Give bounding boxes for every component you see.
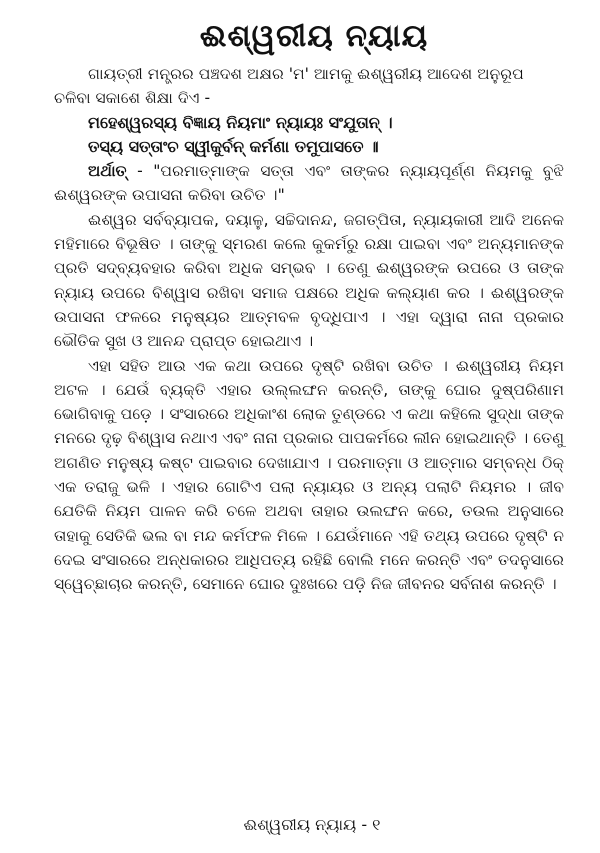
intro-line: ଚଳିବା ସକାଶେ ଶିକ୍ଷା ଦିଏ - bbox=[54, 89, 211, 108]
verse-line: ତସ୍ୟ ସତ୍ତାଂଚ ସ୍ୱୀକୁର୍ବନ୍ କର୍ମଣା ତମୁପାସତେ ॥ bbox=[88, 136, 379, 156]
verse-line: ମହେଶ୍ୱରସ୍ୟ ବିଜ୍ଞାୟ ନିୟମାଂ ନ୍ୟାୟଃ ସଂଯୁତାନ୍ । bbox=[88, 112, 393, 132]
body-paragraph: ଏହା ସହିତ ଆଉ ଏକ କଥା ଉପରେ ଦୃଷ୍ଟି ରଖିବା ଉଚିତ । ଈଶ୍ୱରୀୟ ନିୟମ ଅଟଳ । ଯେଉଁ ବ୍ୟକ୍ତି ଏହାର ଉଲ୍ଲଙ୍ଘନ କରନ୍ତି, ତାଙ୍କୁ ଘୋର ଦୁଷ୍ପରିଣାମ ଭୋଗିବାକୁ ପଡ଼େ । ସଂସାରରେ ଅଧିକାଂଶ ଲୋକ ତୁଣ୍ଡରେ ଏ କଥା କହିଲେ ସୁଦ୍ଧା ତାଙ୍କ ମନରେ ଦୃଢ଼ ବିଶ୍ୱାସ ନଥାଏ ଏବଂ ନାନା ପ୍ରକାର ପାପକର୍ମରେ ଲୀନ ହୋଇଥାନ୍ତି । ତେଣୁ ଅଗଣିତ ମନୁଷ୍ୟ କଷ୍ଟ ପାଇବାର ଦେଖାଯାଏ । ପରମାତ୍ମା ଓ ଆତ୍ମାର ସମ୍ବନ୍ଧ ଠିକ୍ ଏକ ତରାଜୁ ଭଳି । ଏହାର ଗୋଟିଏ ପଲା ନ୍ୟାୟର ଓ ଅନ୍ୟ ପଲାଟି ନିୟମର । ଜୀବ ଯେତିକି ନିୟମ ପାଳନ କରି ଚଳେ ଅଥବା ତାହାର ଉଲଙ୍ଘନ କରେ, ତଉଲ ଅନୁସାରେ ତାହାକୁ ସେତିକି ଭଲ ବା ମନ୍ଦ କର୍ମଫଳ ମିଳେ । ଯେଉଁମାନେ ଏହି ତଥ୍ୟ ଉପରେ ଦୃଷ୍ଟି ନ ଦେଇ ସଂସାରରେ ଅନ୍ଧକାରର ଆଧିପତ୍ୟ ରହିଛି ବୋଲି ମନେ କରନ୍ତି ଏବଂ ତଦନୁସାରେ ସ୍ୱେଚ୍ଛାଚାର କରନ୍ତି, ସେମାନେ ଘୋର ଦୁଃଖରେ ପଡ଼ି ନିଜ ଜୀବନର ସର୍ବନାଶ କରନ୍ତି । bbox=[54, 356, 564, 594]
body-paragraph: ଈଶ୍ୱର ସର୍ବବ୍ୟାପକ, ଦୟାଳୁ, ସଚ୍ଚିଦାନନ୍ଦ, ଜଗତ୍‌ପିତା, ନ୍ୟାୟକାରୀ ଆଦି ଅନେକ ମହିମାରେ ବିଭୂଷିତ । ତାଙ୍କୁ ସ୍ମରଣ କଲେ କୁକର୍ମରୁ ରକ୍ଷା ପାଇବା ଏବଂ ଅନ୍ୟମାନଙ୍କ ପ୍ରତି ସଦ୍‌ବ୍ୟବହାର କରିବା ଅଧିକ ସମ୍ଭବ । ତେଣୁ ଈଶ୍ୱରଙ୍କ ଉପରେ ଓ ତାଙ୍କ ନ୍ୟାୟ ଉପରେ ବିଶ୍ୱାସ ରଖିବା ସମାଜ ପକ୍ଷରେ ଅଧିକ କଲ୍ୟାଣ କର । ଈଶ୍ୱରଙ୍କ ଉପାସନା ଫଳରେ ମନୁଷ୍ୟର ଆତ୍ମବଳ ବୃଦ୍ଧିପାଏ । ଏହା ଦ୍ୱାରା ନାନା ପ୍ରକାର ଭୌତିକ ସୁଖ ଓ ଆନନ୍ଦ ପ୍ରାପ୍ତ ହୋଇଥାଏ । bbox=[54, 210, 564, 351]
meaning-text: - "ପରମାତ୍ମାଙ୍କ ସତ୍ତା ଏବଂ ତାଙ୍କର ନ୍ୟାୟପୂର୍ଣ୍ଣ ନିୟମକୁ ବୁଝି ଈଶ୍ୱରଙ୍କ ଉପାସନା କରିବା ଉଚିତ ।" bbox=[54, 162, 564, 205]
meaning-paragraph bbox=[54, 159, 564, 208]
page-title: ଈଶ୍ୱରୀୟ ନ୍ୟାୟ bbox=[199, 18, 429, 54]
meaning-term: ଅର୍ଥାତ୍ bbox=[88, 162, 127, 181]
page-footer: ଈଶ୍ୱରୀୟ ନ୍ୟାୟ - ୧ bbox=[243, 815, 381, 834]
intro-line: ଗାୟତ୍ରୀ ମନ୍ତ୍ରର ପଞ୍ଚଦଶ ଅକ୍ଷର 'ମ' ଆମକୁ ଈଶ୍ୱରୀୟ ଆଦେଶ ଅନୁରୂପ bbox=[88, 65, 524, 83]
